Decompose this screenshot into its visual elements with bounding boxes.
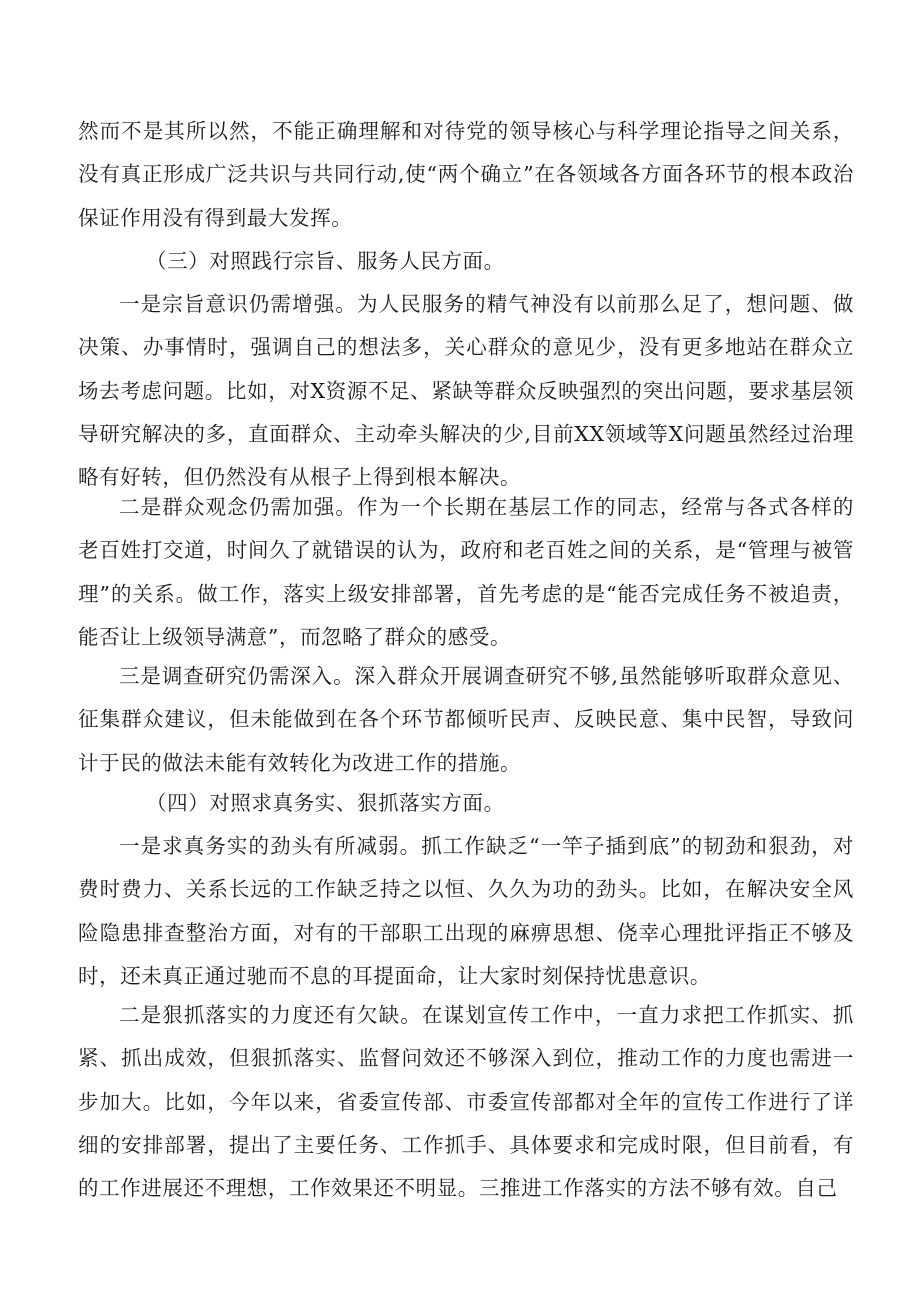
paragraph-continuation: 然而不是其所以然，不能正确理解和对待党的领导核心与科学理论指导之间关系，没有真正形成广泛共识与共同行动,使“两个确立”在各领域各方面各环节的根本政治保证作用没有得到最大发挥。 [78, 119, 854, 230]
section-heading-3: （三）对照践行宗旨、服务人民方面。 [146, 249, 505, 273]
paragraph-pragmatic-spirit: 一是求真务实的劲头有所减弱。抓工作缺乏“一竿子插到底”的韧劲和狠劲，对费时费力、关系长远的工作缺乏持之以恒、久久为功的劲头。比如，在解决安全风险隐患排查整治方面，对有的干部职工出现的麻痹思想、侥幸心理批评指正不够及时，还未真正通过驰而不息的耳提面命，让大家时刻保持忧患意识。 [78, 834, 854, 988]
paragraph-implementation: 二是狠抓落实的力度还有欠缺。在谋划宣传工作中，一直力求把工作抓实、抓紧、抓出成效，但狠抓落实、监督问效还不够深入到位，推动工作的力度也需进一步加大。比如，今年以来，省委宣传部、市委宣传部都对全年的宣传工作进行了详细的安排部署，提出了主要任务、工作抓手、具体要求和完成时限，但目前看，有的工作进展还不理想，工作效果还不明显。三推进工作落实的方法不够有效。自己 [78, 1003, 854, 1201]
section-heading-4: （四）对照求真务实、狠抓落实方面。 [146, 791, 505, 815]
paragraph-purpose-awareness: 一是宗旨意识仍需增强。为人民服务的精气神没有以前那么足了，想问题、做决策、办事情时，强调自己的想法多，关心群众的意见少，没有更多地站在群众立场去考虑问题。比如，对X资源不足、紧缺等群众反映强烈的突出问题，要求基层领导研究解决的多，直面群众、主动牵头解决的少,目前XX领域等X问题虽然经过治理略有好转，但仍然没有从根子上得到根本解决。 [78, 292, 854, 490]
paragraph-investigation: 三是调查研究仍需深入。深入群众开展调查研究不够,虽然能够听取群众意见、征集群众建议，但未能做到在各个环节都倾听民声、反映民意、集中民智，导致问计于民的做法未能有效转化为改进工作的措施。 [78, 664, 854, 775]
paragraph-mass-concept: 二是群众观念仍需加强。作为一个长期在基层工作的同志，经常与各式各样的老百姓打交道，时间久了就错误的认为，政府和老百姓之间的关系，是“管理与被管理”的关系。做工作，落实上级安排部署，首先考虑的是“能否完成任务不被追责，能否让上级领导满意”，而忽略了群众的感受。 [78, 495, 854, 649]
